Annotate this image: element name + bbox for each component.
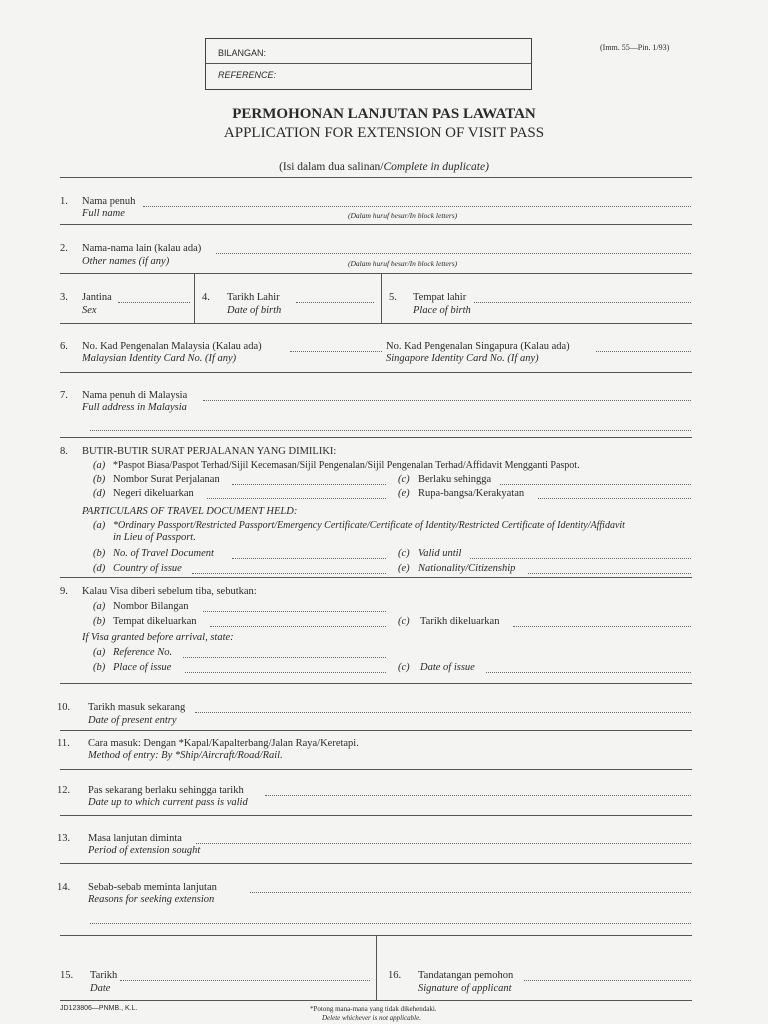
visa-place-field[interactable] <box>210 626 386 627</box>
title-en: APPLICATION FOR EXTENSION OF VISIT PASS <box>223 125 545 141</box>
country-of-issue-field[interactable] <box>207 498 386 499</box>
reference-label-en: REFERENCE: <box>218 70 277 80</box>
place-of-birth-field[interactable] <box>474 302 691 303</box>
other-names-field[interactable] <box>216 253 691 254</box>
reasons-field[interactable] <box>250 892 691 893</box>
q1-label: Nama penuh <box>82 196 136 207</box>
title-my: PERMOHONAN LANJUTAN PAS LAWATAN <box>232 106 536 122</box>
date-field[interactable] <box>120 980 370 981</box>
instruction: (Isi dalam dua salinan/Complete in duplicate) <box>279 161 489 173</box>
reference-label-my: BILANGAN: <box>218 48 267 58</box>
footnote-my: *Potong mana-mana yang tidak dikehendaki. <box>310 1005 437 1013</box>
address-field-line-2[interactable] <box>90 430 691 431</box>
sex-field[interactable] <box>118 302 190 303</box>
footnote-en: Delete whichever is not applicable. <box>322 1014 421 1022</box>
signature-field[interactable] <box>524 980 691 981</box>
extension-period-field[interactable] <box>196 843 691 844</box>
printer-code: JD123806—PNMB., K.L. <box>60 1005 138 1012</box>
entry-date-field[interactable] <box>195 712 691 713</box>
date-of-birth-field[interactable] <box>296 302 374 303</box>
singapore-ic-field[interactable] <box>596 351 691 352</box>
visa-date-field[interactable] <box>513 626 691 627</box>
full-name-field[interactable] <box>143 206 691 207</box>
valid-until-field[interactable] <box>500 484 691 485</box>
malaysian-ic-field[interactable] <box>290 351 382 352</box>
pass-valid-until-field[interactable] <box>265 795 691 796</box>
entry-method-options[interactable]: Cara masuk: Dengan *Kapal/Kapalterbang/Jalan Raya/Keretapi. <box>88 738 359 749</box>
form-code: (Imm. 55—Pin. 1/93) <box>600 43 670 52</box>
nationality-field[interactable] <box>538 498 691 499</box>
travel-doc-no-field[interactable] <box>232 484 386 485</box>
q2-label: Nama-nama lain (kalau ada) <box>82 243 202 254</box>
visa-reference-field[interactable] <box>203 611 386 612</box>
reference-box <box>205 38 532 90</box>
address-field[interactable] <box>203 400 691 401</box>
reasons-field-line-2[interactable] <box>90 923 691 924</box>
